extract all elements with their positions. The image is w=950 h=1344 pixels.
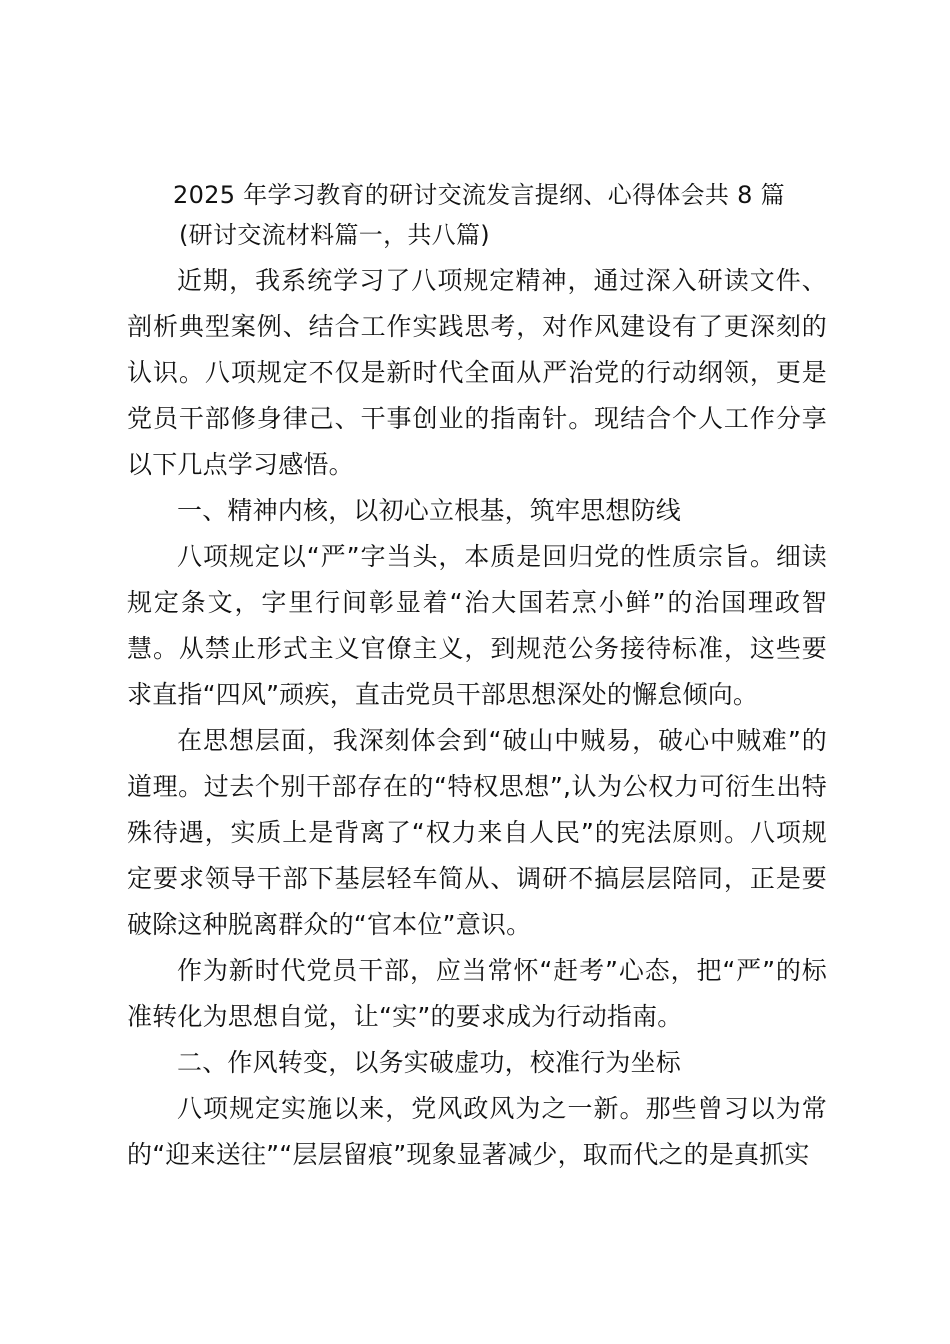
section-heading-1: 一、精神内核，以初心立根基，筑牢思想防线: [177, 496, 682, 525]
document-subtitle: (研讨交流材料篇一，共八篇): [179, 221, 490, 249]
body-paragraph: 在思想层面，我深刻体会到“破山中贼易，破心中贼难”的道理。过去个别干部存在的“特权思想”,认为公权力可衍生出特殊待遇，实质上是背离了“权力来自人民”的宪法原则。八项规定要求领导干部下基层轻车简从、调研不搞层层陪同，正是要破除这种脱离群众的“官本位”意识。: [127, 726, 827, 939]
document-body: [127, 178, 827, 1178]
body-paragraph: 作为新时代党员干部，应当常怀“赶考”心态，把“严”的标准转化为思想自觉，让“实”的要求成为行动指南。: [127, 956, 827, 1031]
section-heading-2: 二、作风转变，以务实破虚功，校准行为坐标: [177, 1048, 682, 1077]
body-paragraph: 八项规定以“严”字当头，本质是回归党的性质宗旨。细读规定条文，字里行间彰显着“治大国若烹小鲜”的治国理政智慧。从禁止形式主义官僚主义，到规范公务接待标准，这些要求直指“四风”顽疾，直击党员干部思想深处的懈怠倾向。: [127, 542, 827, 709]
intro-paragraph: 近期，我系统学习了八项规定精神，通过深入研读文件、剖析典型案例、结合工作实践思考，对作风建设有了更深刻的认识。八项规定不仅是新时代全面从严治党的行动纲领，更是党员干部修身律己、干事创业的指南针。现结合个人工作分享以下几点学习感悟。: [127, 266, 827, 479]
document-title: 2025 年学习教育的研讨交流发言提纲、心得体会共 8 篇: [173, 181, 785, 209]
body-paragraph: 八项规定实施以来，党风政风为之一新。那些曾习以为常的“迎来送往”“层层留痕”现象显著减少，取而代之的是真抓实: [127, 1094, 827, 1169]
